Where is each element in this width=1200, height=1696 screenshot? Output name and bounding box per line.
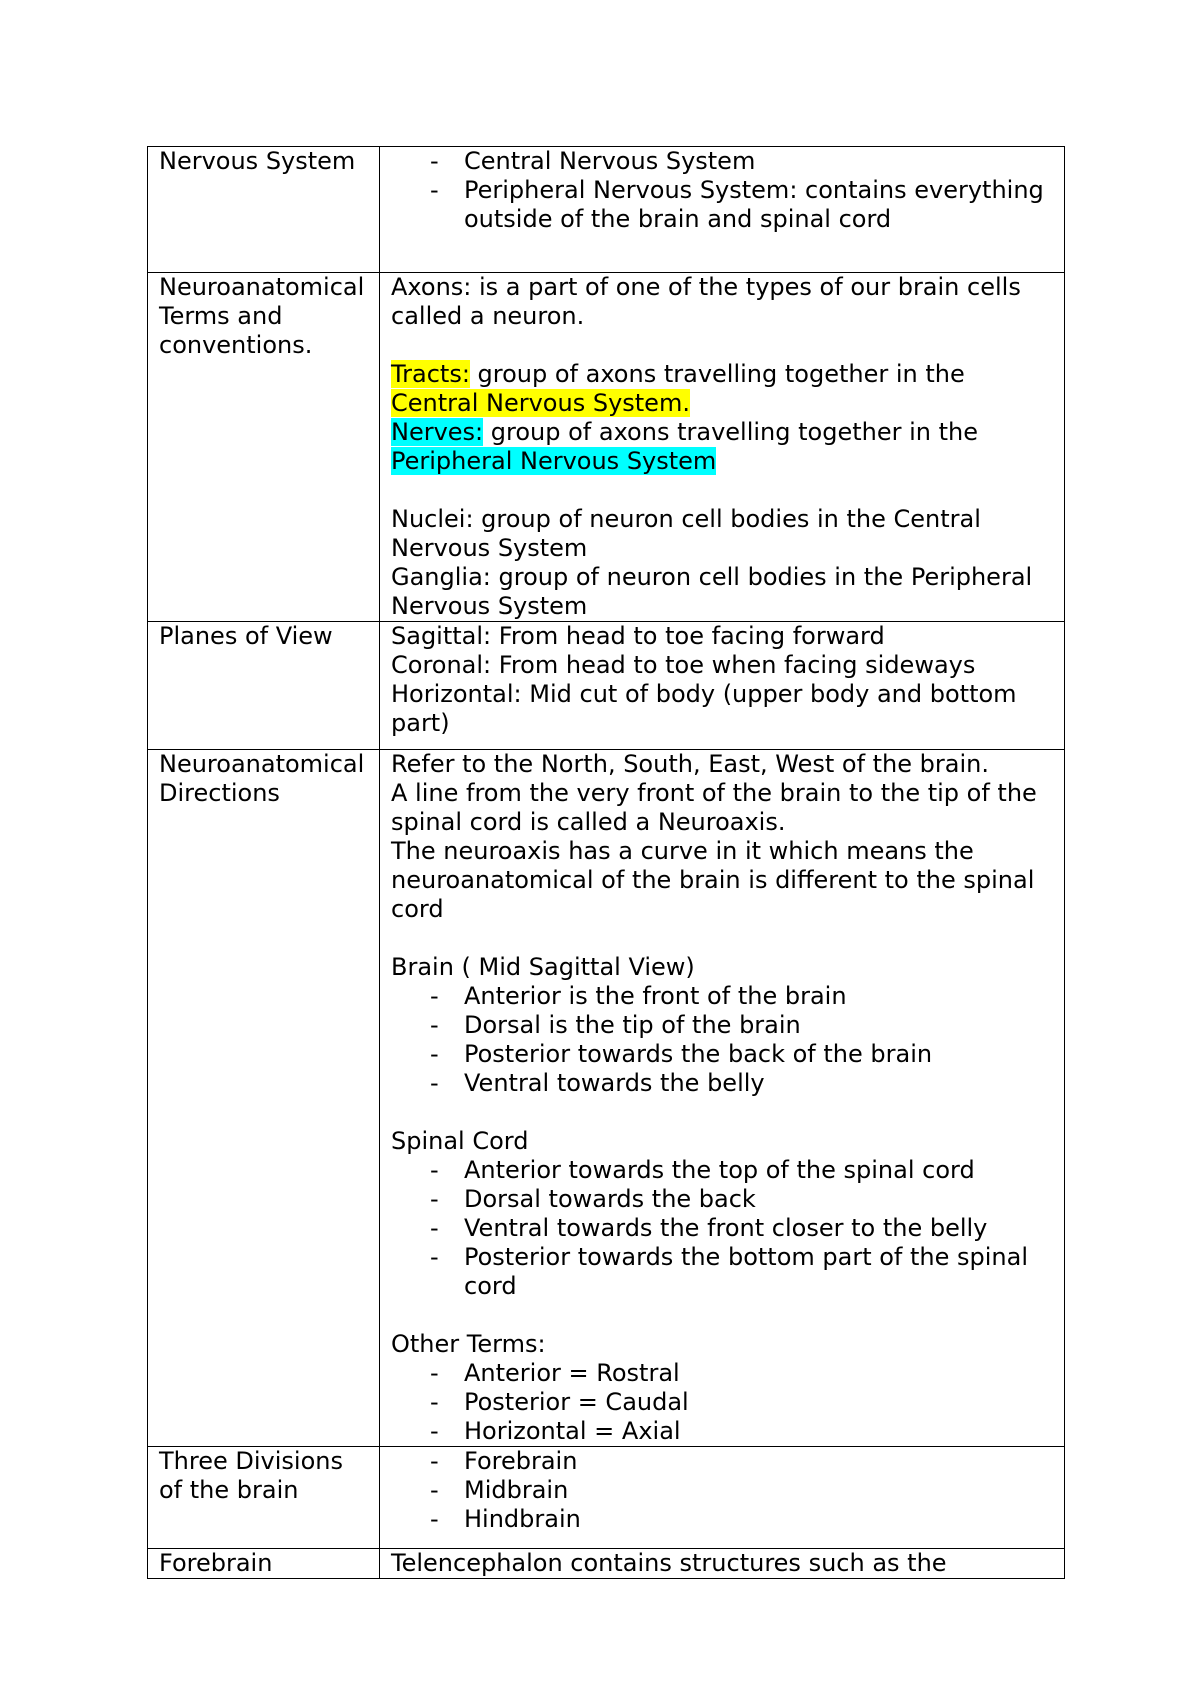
list-item: - Anterior is the front of the brain	[391, 982, 1058, 1011]
term-cell	[148, 1447, 380, 1549]
table-row	[148, 622, 1065, 750]
list-item: - Posterior towards the back of the brain	[391, 1040, 1058, 1069]
table-row	[148, 273, 1065, 622]
bullet-list	[391, 1359, 1058, 1446]
spacer	[391, 331, 1058, 360]
bullet-list	[391, 147, 1058, 234]
tracts-text	[391, 360, 1058, 418]
spacer	[391, 1534, 1058, 1548]
table-row	[148, 1549, 1065, 1579]
spinal-heading: Spinal Cord	[391, 1127, 529, 1155]
ganglia-text: Ganglia: group of neuron cell bodies in the Peripheral Nervous System	[391, 563, 1033, 620]
list-item: - Horizontal = Axial	[391, 1417, 1058, 1446]
list-item: - Hindbrain	[391, 1505, 1058, 1534]
table-row	[148, 147, 1065, 273]
plane-horizontal: Horizontal: Mid cut of body (upper body and bottom part)	[391, 680, 1017, 737]
definition-cell	[380, 622, 1065, 750]
table-row	[148, 750, 1065, 1447]
nerves-system: Peripheral Nervous System	[391, 447, 717, 475]
term-label: Neuroanatomical Directions	[159, 750, 365, 807]
brain-heading: Brain ( Mid Sagittal View)	[391, 953, 695, 981]
definition-cell	[380, 147, 1065, 273]
tracts-body: group of axons travelling together in the	[469, 360, 965, 388]
term-label: Nervous System	[159, 147, 356, 175]
term-label: Planes of View	[159, 622, 333, 650]
forebrain-text: Telencephalon contains structures such as the	[391, 1549, 947, 1577]
notes-table	[147, 146, 1065, 1579]
list-item: - Peripheral Nervous System: contains everything outside of the brain and spinal cord	[391, 176, 1058, 234]
list-item: - Dorsal is the tip of the brain	[391, 1011, 1058, 1040]
term-cell	[148, 750, 380, 1447]
list-item: - Ventral towards the belly	[391, 1069, 1058, 1098]
term-cell	[148, 622, 380, 750]
nuclei-text: Nuclei: group of neuron cell bodies in the Central Nervous System	[391, 505, 981, 562]
plane-coronal: Coronal: From head to toe when facing sideways	[391, 651, 976, 679]
tracts-label: Tracts:	[391, 360, 470, 388]
intro-line: The neuroaxis has a curve in it which means the neuroanatomical of the brain is different to the spinal cord	[391, 837, 1035, 923]
spacer	[391, 924, 1058, 953]
list-item: - Midbrain	[391, 1476, 1058, 1505]
axons-text: Axons: is a part of one of the types of our brain cells called a neuron.	[391, 273, 1021, 330]
other-heading: Other Terms:	[391, 1330, 546, 1358]
nerves-body: group of axons travelling together in the	[483, 418, 978, 446]
term-label: Neuroanatomical Terms and conventions.	[159, 273, 365, 359]
definition-cell	[380, 273, 1065, 622]
list-item: - Central Nervous System	[391, 147, 1058, 176]
bullet-list	[391, 1447, 1058, 1534]
intro-line: A line from the very front of the brain to the tip of the spinal cord is called a Neuroaxis.	[391, 779, 1037, 836]
bullet-list	[391, 982, 1058, 1098]
definition-cell	[380, 1447, 1065, 1549]
definition-cell	[380, 750, 1065, 1447]
list-item: - Posterior towards the bottom part of the spinal cord	[391, 1243, 1058, 1301]
list-item: - Dorsal towards the back	[391, 1185, 1058, 1214]
list-item: - Anterior = Rostral	[391, 1359, 1058, 1388]
term-cell	[148, 147, 380, 273]
term-cell	[148, 1549, 380, 1579]
intro-line: Refer to the North, South, East, West of the brain.	[391, 750, 989, 778]
spacer	[391, 1301, 1058, 1330]
bullet-list	[391, 1156, 1058, 1301]
spacer	[391, 476, 1058, 505]
term-cell	[148, 273, 380, 622]
definition-cell	[380, 1549, 1065, 1579]
spacer	[391, 1098, 1058, 1127]
list-item: - Anterior towards the top of the spinal cord	[391, 1156, 1058, 1185]
nerves-text	[391, 418, 1058, 476]
list-item: - Ventral towards the front closer to the belly	[391, 1214, 1058, 1243]
list-item: - Forebrain	[391, 1447, 1058, 1476]
nerves-label: Nerves:	[391, 418, 484, 446]
list-item: - Posterior = Caudal	[391, 1388, 1058, 1417]
term-label: Forebrain	[159, 1549, 273, 1577]
term-label: Three Divisions of the brain	[159, 1447, 343, 1504]
plane-sagittal: Sagittal: From head to toe facing forward	[391, 622, 885, 650]
table-row	[148, 1447, 1065, 1549]
tracts-system: Central Nervous System.	[391, 389, 690, 417]
